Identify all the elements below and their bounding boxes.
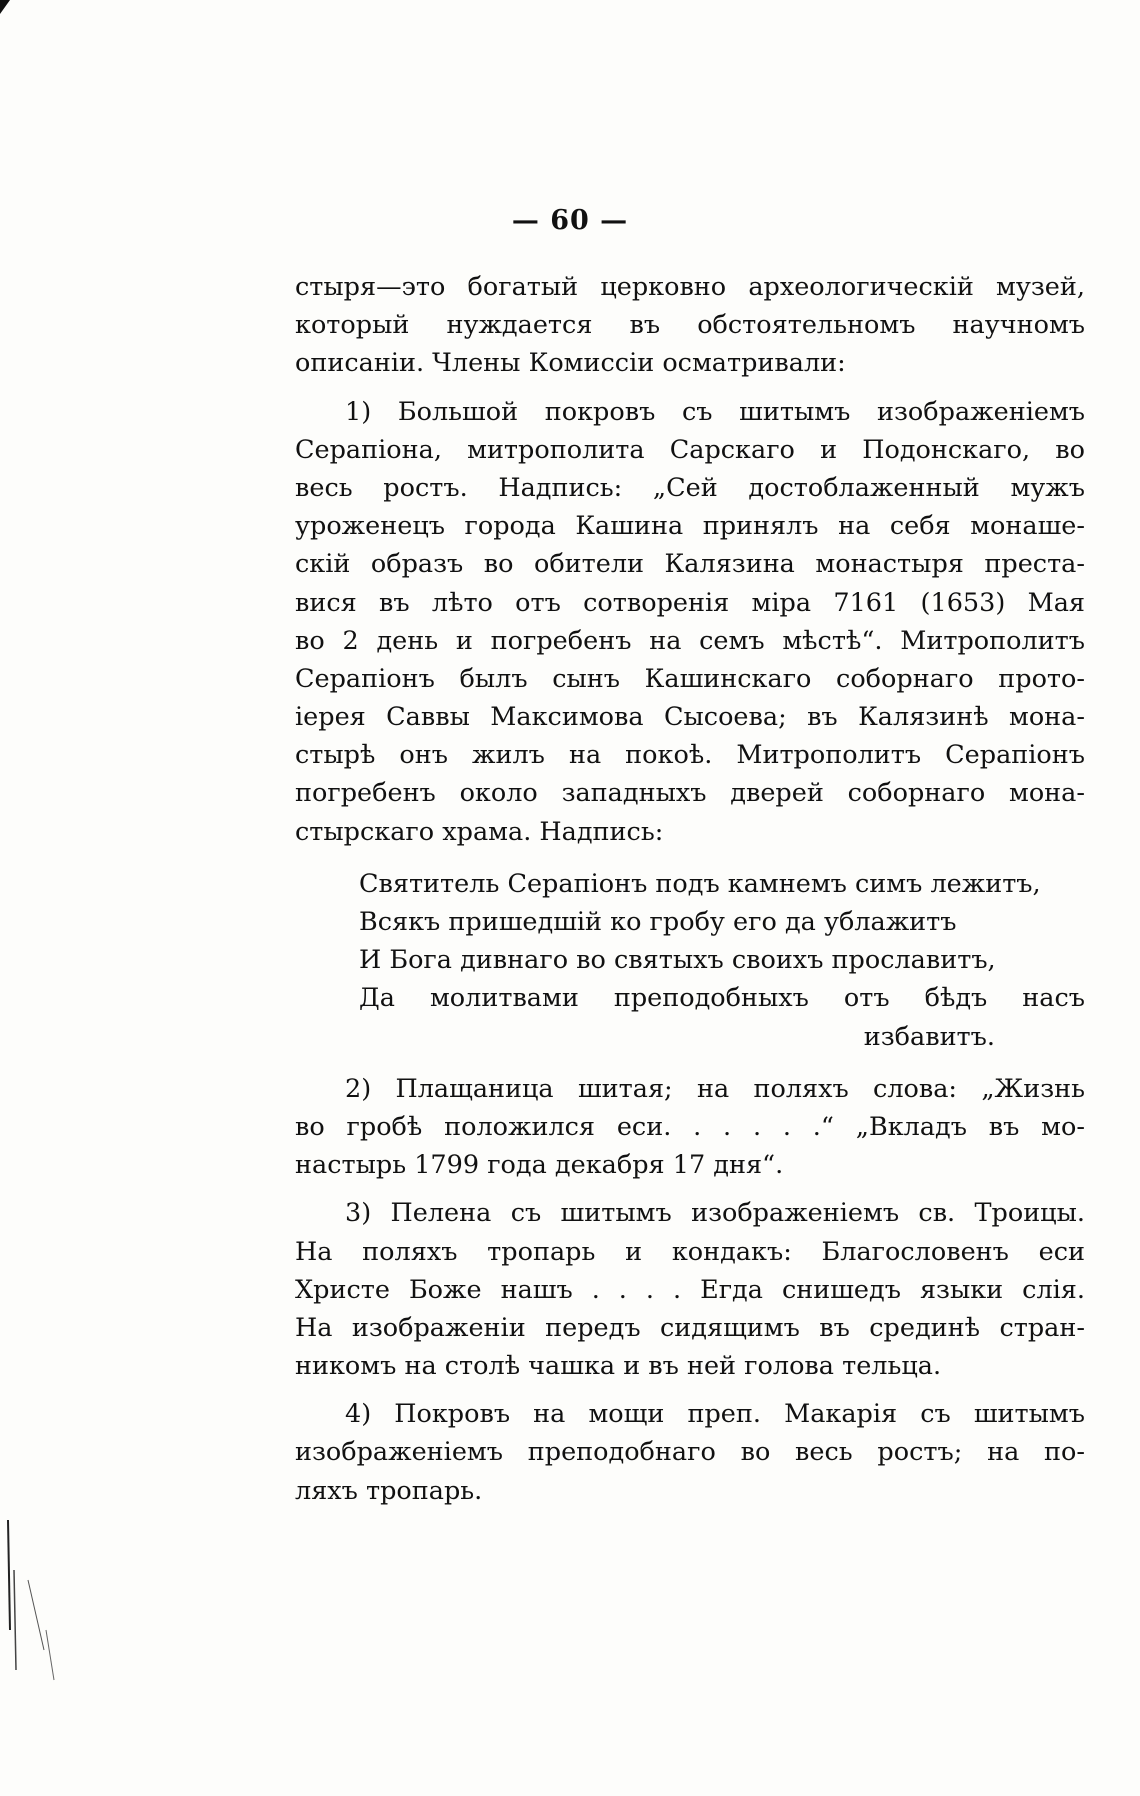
text-line: стырскаго храма. Надпись: [295, 816, 664, 847]
text-line: іерея Саввы Максимова Сысоева; въ Калязинѣ мона- [295, 702, 1085, 733]
text-line: 4) Покровъ на мощи преп. Макарія съ шитымъ [345, 1399, 1085, 1430]
text-line: На изображеніи передъ сидящимъ въ срединѣ стран- [295, 1312, 1085, 1343]
verse-line: Всякъ пришедшій ко гробу его да ублажитъ [359, 907, 957, 937]
page-body-text [295, 268, 1085, 1520]
text-line: Серапіонъ былъ сынъ Кашинскаго соборнаго прото- [295, 663, 1085, 694]
text-line: 1) Большой покровъ съ шитымъ изображеніемъ [345, 396, 1085, 427]
text-line: ляхъ тропарь. [295, 1475, 483, 1506]
text-line: стырѣ онъ жилъ на покоѣ. Митрополитъ Серапіонъ [295, 740, 1085, 771]
text-line: вися въ лѣто отъ сотворенія міра 7161 (1653) Мая [295, 587, 1085, 618]
text-line: Серапіона, митрополита Сарскаго и Подонскаго, во [295, 434, 1085, 465]
text-line: никомъ на столѣ чашка и въ ней голова тельца. [295, 1351, 942, 1382]
text-line: описаніи. Члены Комиссіи осматривали: [295, 348, 846, 379]
text-line: весь ростъ. Надпись: „Сей достоблаженный мужъ [295, 472, 1085, 503]
page-number: — 60 — [511, 205, 629, 236]
epitaph-verse [295, 865, 1085, 1056]
paragraph-item-4 [295, 1395, 1085, 1510]
text-line: во 2 день и погребенъ на семъ мѣстѣ“. Митрополитъ [295, 625, 1085, 656]
paragraph-item-1 [295, 393, 1085, 851]
text-line: На поляхъ тропарь и кондакъ: Благословенъ еси [295, 1236, 1085, 1267]
text-line: скій образъ во обители Калязина монастыря преста- [295, 549, 1085, 580]
scan-corner-mark [0, 0, 10, 14]
text-line: который нуждается въ обстоятельномъ научномъ [295, 310, 1085, 341]
paragraph-item-2 [295, 1070, 1085, 1185]
text-line: 3) Пелена съ шитымъ изображеніемъ св. Троицы. [345, 1198, 1085, 1229]
text-line: стыря—это богатый церковно археологическій музей, [295, 272, 1085, 302]
paragraph-intro [295, 268, 1085, 383]
margin-scan-marks [4, 1510, 64, 1710]
text-line: во гробѣ положился еси. . . . . .“ „Вкладъ въ мо- [295, 1111, 1085, 1142]
verse-line: Да молитвами преподобныхъ отъ бѣдъ насъ [359, 983, 1085, 1014]
text-line: уроженецъ города Кашина принялъ на себя монаше- [295, 511, 1085, 542]
verse-line: И Бога дивнаго во святыхъ своихъ прославитъ, [359, 945, 996, 976]
verse-line: Святитель Серапіонъ подъ камнемъ симъ лежитъ, [359, 868, 1041, 899]
paragraph-item-3 [295, 1194, 1085, 1385]
text-line: 2) Плащаница шитая; на поляхъ слова: „Жизнь [345, 1073, 1085, 1104]
text-line: Христе Боже нашъ . . . . Егда снишедъ языки слія. [295, 1274, 1085, 1305]
verse-line: избавитъ. [863, 1021, 995, 1052]
text-line: изображеніемъ преподобнаго во весь ростъ; на по- [295, 1437, 1085, 1468]
text-line: погребенъ около западныхъ дверей соборнаго мона- [295, 778, 1085, 809]
text-line: настырь 1799 года декабря 17 дня“. [295, 1150, 784, 1181]
